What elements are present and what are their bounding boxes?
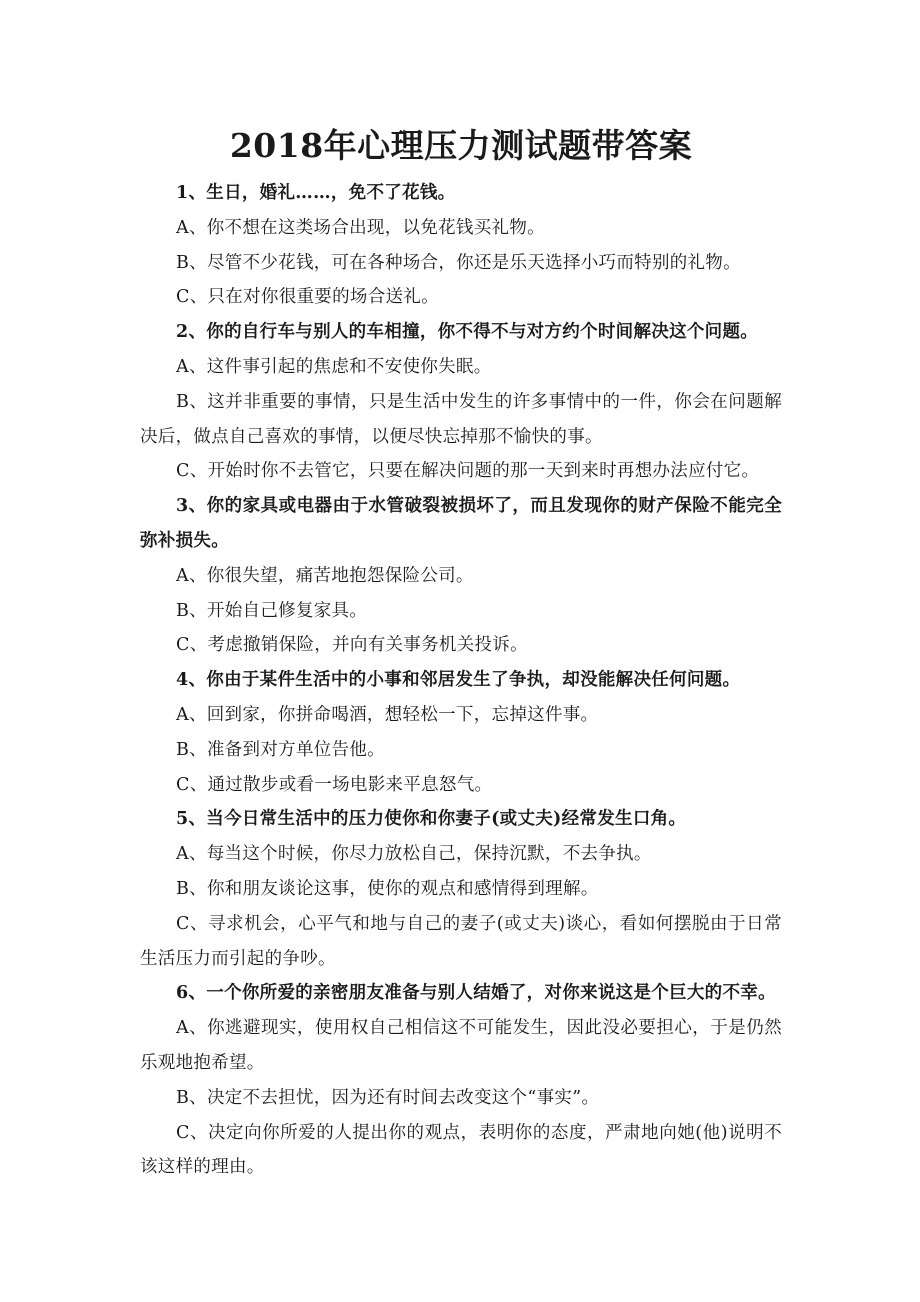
option-b: B、决定不去担忧，因为还有时间去改变这个“事实”。: [176, 1087, 600, 1108]
option-b: B、这并非重要的事情，只是生活中发生的许多事情中的一件，你会在问题解决后，做点自己喜欢的事情，以便尽快忘掉那不愉快的事。: [140, 391, 782, 447]
option-a: A、每当这个时候，你尽力放松自己，保持沉默，不去争执。: [176, 844, 652, 865]
question-stem: 5、当今日常生活中的压力使你和你妻子(或丈夫)经常发生口角。: [176, 809, 687, 830]
option-a: A、回到家，你拼命喝酒，想轻松一下，忘掉这件事。: [176, 704, 599, 725]
option-c: C、只在对你很重要的场合送礼。: [176, 287, 439, 308]
question-stem: 1、生日，婚礼……，免不了花钱。: [176, 183, 456, 203]
document-title: 2018年心理压力测试题带答案: [229, 126, 693, 165]
question-1: [140, 176, 782, 315]
option-a: A、你不想在这类场合出现，以免花钱买礼物。: [176, 217, 545, 238]
question-6: [140, 976, 782, 1185]
question-stem: 2、你的自行车与别人的车相撞，你不得不与对方约个时间解决这个问题。: [176, 322, 759, 343]
question-stem: 3、你的家具或电器由于水管破裂被损坏了，而且发现你的财产保险不能完全弥补损失。: [140, 496, 782, 551]
option-b: B、开始自己修复家具。: [176, 600, 368, 621]
question-stem: 4、你由于某件生活中的小事和邻居发生了争执，却没能解决任何问题。: [176, 670, 741, 691]
question-5: [140, 802, 782, 976]
option-a: A、你逃避现实，使用权自己相信这不可能发生，因此没必要担心，于是仍然乐观地抱希望。: [140, 1018, 782, 1073]
option-c: C、决定向你所爱的人提出你的观点，表明你的态度，严肃地向她(他)说明不该这样的理由。: [140, 1122, 782, 1178]
option-a: A、你很失望，痛苦地抱怨保险公司。: [176, 565, 474, 586]
option-c: C、开始时你不去管它，只要在解决问题的那一天到来时再想办法应付它。: [176, 461, 760, 482]
question-stem: 6、一个你所爱的亲密朋友准备与别人结婚了，对你来说这是个巨大的不幸。: [176, 983, 776, 1004]
option-b: B、你和朋友谈论这事，使你的观点和感情得到理解。: [176, 878, 599, 899]
question-4: [140, 663, 782, 802]
question-3: [140, 489, 782, 663]
question-2: [140, 315, 782, 489]
option-c: C、通过散步或看一场电影来平息怒气。: [176, 774, 493, 795]
document-page: [140, 120, 782, 1185]
option-b: B、尽管不少花钱，可在各种场合，你还是乐天选择小巧而特别的礼物。: [176, 252, 741, 273]
option-c: C、考虑撤销保险，并向有关事务机关投诉。: [176, 635, 528, 656]
option-a: A、这件事引起的焦虑和不安使你失眠。: [176, 356, 492, 377]
option-c: C、寻求机会，心平气和地与自己的妻子(或丈夫)谈心，看如何摆脱由于日常生活压力而引起的争吵。: [140, 913, 782, 969]
option-b: B、准备到对方单位告他。: [176, 739, 385, 760]
